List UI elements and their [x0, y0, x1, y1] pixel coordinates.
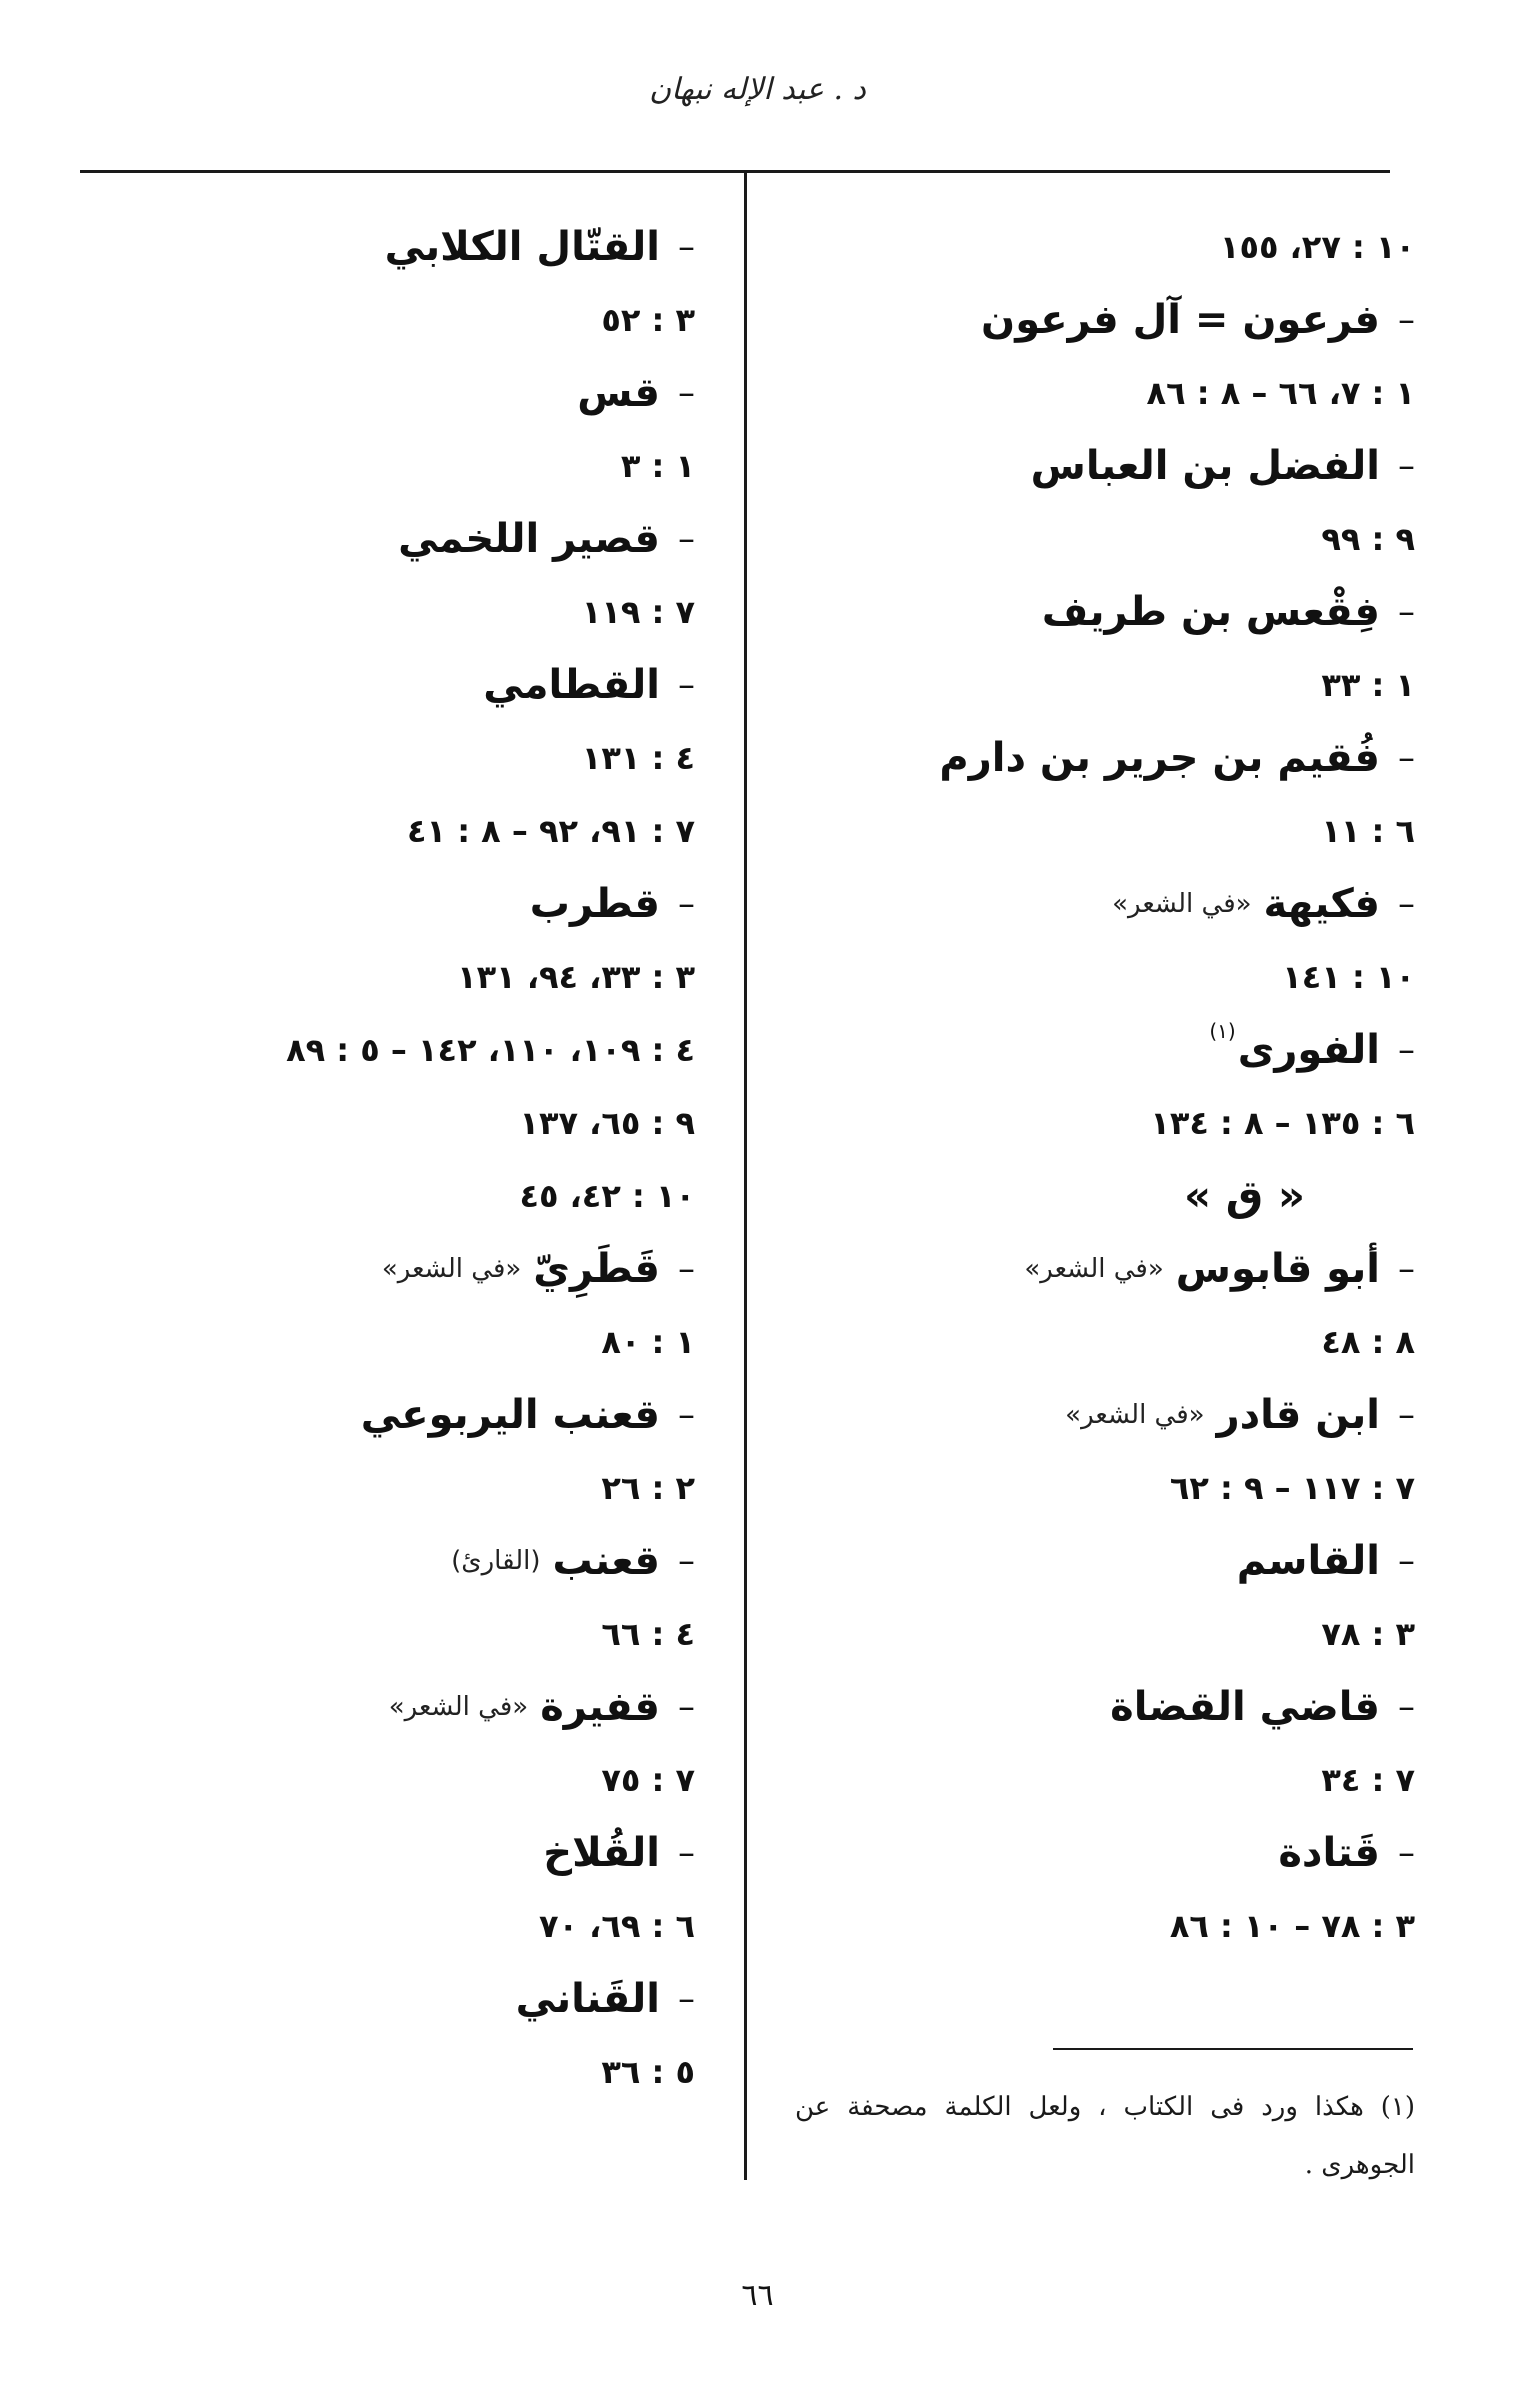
index-entry	[45, 1962, 695, 2035]
entry-dash: –	[678, 372, 695, 413]
index-entry	[815, 1232, 1415, 1305]
index-entry	[45, 648, 695, 721]
running-head: د . عبد الإله نبهان	[649, 72, 866, 107]
entry-dash: –	[1398, 1686, 1415, 1727]
entry-dash: –	[678, 1394, 695, 1435]
index-entry	[815, 867, 1415, 940]
entry-name: ابن قادر	[1216, 1391, 1380, 1438]
page-reference: ٣ : ٧٨	[1321, 1614, 1415, 1653]
index-entry	[815, 1013, 1415, 1086]
entry-dash: –	[1398, 883, 1415, 924]
index-entry	[815, 1816, 1415, 1889]
entry-name: قفيرة	[540, 1683, 660, 1730]
index-entry	[45, 1232, 695, 1305]
entry-dash: –	[1398, 591, 1415, 632]
section-heading: « ق »	[1183, 1171, 1305, 1220]
page-reference: ١٠ : ١٤١	[1282, 957, 1415, 996]
entry-note: «في الشعر»	[1024, 1253, 1164, 1284]
footnote-marker: (١)	[1209, 1019, 1236, 1043]
entry-name: الفضل بن العباس	[1030, 442, 1380, 489]
page-reference: ٦ : ٦٩، ٧٠	[538, 1906, 695, 1945]
entry-dash: –	[1398, 1394, 1415, 1435]
entry-dash: –	[1398, 1029, 1415, 1070]
page-reference: ٩ : ٩٩	[1321, 519, 1415, 558]
entry-name: فرعون = آل فرعون	[981, 296, 1380, 343]
entry-dash: –	[678, 883, 695, 924]
page-reference: ١ : ٨٠	[601, 1322, 695, 1361]
entry-dash: –	[678, 1540, 695, 1581]
index-entry	[815, 575, 1415, 648]
page-reference: ١٠ : ٤٢، ٤٥	[519, 1176, 695, 1215]
entry-name: قس	[577, 369, 660, 416]
index-entry	[815, 1524, 1415, 1597]
entry-dash: –	[678, 1978, 695, 2019]
page-reference: ٤ : ٦٦	[601, 1614, 695, 1653]
page-reference: ٣ : ٧٨ – ١٠ : ٨٦	[1169, 1906, 1415, 1945]
entry-note: «في الشعر»	[1112, 888, 1252, 919]
index-entry	[815, 429, 1415, 502]
header-rule	[80, 170, 1390, 173]
entry-dash: –	[1398, 1832, 1415, 1873]
index-column-left	[45, 210, 695, 2108]
index-entry	[45, 210, 695, 283]
entry-name: قَتادة	[1278, 1829, 1380, 1876]
entry-dash: –	[1398, 1248, 1415, 1289]
index-entry	[45, 1670, 695, 1743]
entry-note: «في الشعر»	[1065, 1399, 1205, 1430]
entry-name: الفورى	[1237, 1026, 1380, 1073]
page-reference: ٤ : ١٣١	[581, 738, 695, 777]
entry-dash: –	[1398, 445, 1415, 486]
entry-dash: –	[678, 518, 695, 559]
page-reference: ٨ : ٤٨	[1321, 1322, 1415, 1361]
column-divider	[744, 172, 747, 2180]
index-entry	[815, 721, 1415, 794]
page-reference: ١ : ٧، ٦٦ – ٨ : ٨٦	[1146, 373, 1415, 412]
entry-dash: –	[678, 1832, 695, 1873]
entry-dash: –	[1398, 737, 1415, 778]
index-entry	[815, 1670, 1415, 1743]
index-entry	[45, 1524, 695, 1597]
entry-name: قصير اللخمي	[398, 515, 660, 562]
entry-name: فُقيم بن جرير بن دارم	[939, 734, 1380, 781]
entry-name: القاسم	[1236, 1537, 1380, 1584]
entry-note: (القارئ)	[451, 1545, 541, 1576]
index-entry	[815, 1378, 1415, 1451]
entry-name: قاضي القضاة	[1110, 1683, 1380, 1730]
index-entry	[815, 283, 1415, 356]
page-reference: ٧ : ٩١، ٩٢ – ٨ : ٤١	[407, 811, 695, 850]
entry-name: القطامي	[483, 661, 660, 708]
index-entry	[45, 1816, 695, 1889]
page-reference: ١ : ٣	[620, 446, 695, 485]
page-number: ٦٦	[741, 2278, 774, 2313]
entry-name: القَناني	[515, 1975, 660, 2022]
entry-dash: –	[678, 1686, 695, 1727]
entry-dash: –	[678, 664, 695, 705]
page-reference: ٧ : ١١٧ – ٩ : ٦٢	[1169, 1468, 1415, 1507]
entry-name: قَطَرِيّ	[533, 1245, 660, 1292]
page-reference: ٧ : ٣٤	[1321, 1760, 1415, 1799]
entry-name: القُلاخ	[543, 1829, 660, 1876]
entry-dash: –	[1398, 299, 1415, 340]
entry-name: القتّال الكلابي	[384, 223, 660, 270]
page-reference: ٦ : ١١	[1321, 811, 1415, 850]
entry-note: «في الشعر»	[388, 1691, 529, 1722]
page-reference: ٣ : ٥٢	[601, 300, 695, 339]
entry-dash: –	[678, 1248, 695, 1289]
index-entry	[45, 1378, 695, 1451]
page-reference: ٧ : ٧٥	[601, 1760, 695, 1799]
entry-name: قعنب	[552, 1537, 660, 1584]
page-reference: ٤ : ١٠٩، ١١٠، ١٤٢ – ٥ : ٨٩	[286, 1030, 695, 1069]
index-entry	[45, 867, 695, 940]
entry-name: فكيهة	[1263, 880, 1380, 927]
page-reference: ٦ : ١٣٥ – ٨ : ١٣٤	[1150, 1103, 1415, 1142]
page-reference: ٣ : ٣٣، ٩٤، ١٣١	[457, 957, 695, 996]
index-column-right	[815, 210, 1415, 1962]
index-entry	[45, 502, 695, 575]
entry-dash: –	[678, 226, 695, 267]
entry-note: «في الشعر»	[381, 1253, 522, 1284]
entry-name: قطرب	[529, 880, 660, 927]
footnote: (١) هكذا ورد فى الكتاب ، ولعل الكلمة مصحفة عن الجوهرى .	[795, 2092, 1415, 2180]
page-reference: ٧ : ١١٩	[581, 592, 695, 631]
index-entry	[45, 356, 695, 429]
entry-name: أبو قابوس	[1175, 1245, 1380, 1292]
footnote-rule	[1053, 2048, 1413, 2050]
entry-dash: –	[1398, 1540, 1415, 1581]
page-reference: ٩ : ٦٥، ١٣٧	[519, 1103, 695, 1142]
entry-name: فِقْعس بن طريف	[1041, 588, 1380, 635]
page-reference: ١٠ : ٢٧، ١٥٥	[1219, 227, 1415, 266]
entry-name: قعنب اليربوعي	[360, 1391, 660, 1438]
page-reference: ٥ : ٣٦	[601, 2052, 695, 2091]
page-reference: ١ : ٣٣	[1321, 665, 1415, 704]
page-reference: ٢ : ٢٦	[601, 1468, 695, 1507]
